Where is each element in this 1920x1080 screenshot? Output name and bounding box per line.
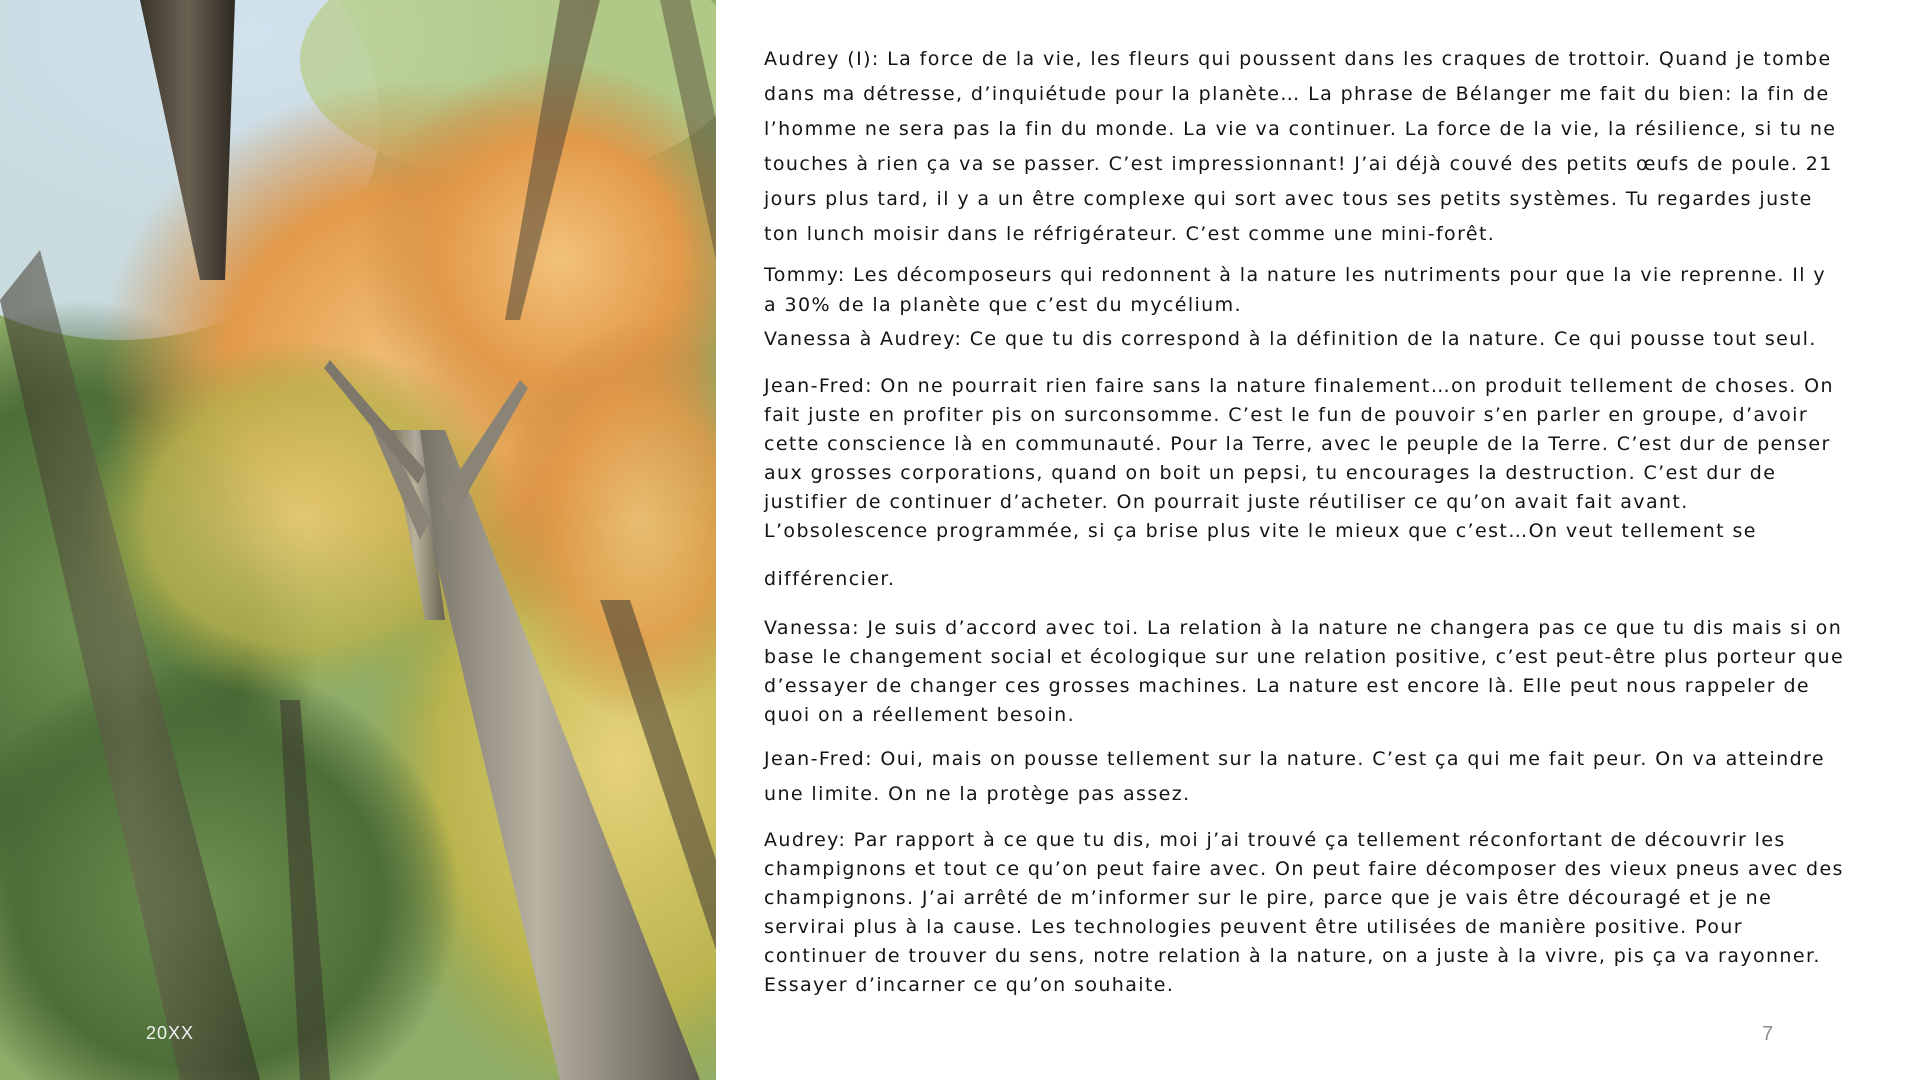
- text-line: L’obsolescence programmée, si ça brise plus vite le mieux que c’est…On veut tellement se: [764, 520, 1757, 542]
- text-line: d’essayer de changer ces grosses machines. La nature est encore là. Elle peut nous rappeler de: [764, 675, 1811, 697]
- text-line: champignons et tout ce qu’on peut faire avec. On peut faire décomposer des vieux pneus avec des: [764, 858, 1844, 880]
- paragraph-audrey-2: [764, 826, 1884, 1000]
- text-line: continuer de trouver du sens, notre relation à la nature, on a juste à la vivre, pis ça va rayonner.: [764, 945, 1821, 967]
- text-line: aux grosses corporations, quand on boit un pepsi, tu encourages la destruction. C’est dur de: [764, 462, 1777, 484]
- paragraph-vanessa-2: [764, 614, 1884, 730]
- text-line: base le changement social et écologique sur une relation positive, c’est peut-être plus porteur que: [764, 646, 1845, 668]
- text-line: cette conscience là en communauté. Pour la Terre, avec le peuple de la Terre. C’est dur de penser: [764, 433, 1831, 455]
- text-line: dans ma détresse, d’inquiétude pour la planète… La phrase de Bélanger me fait du bien: la fin de: [764, 83, 1830, 105]
- paragraph-jean-fred-1-end: [764, 564, 1884, 594]
- text-line: servirai plus à la cause. Les technologies peuvent être utilisées de manière positive. Pour: [764, 916, 1743, 938]
- text-line: fait juste en profiter pis on surconsomme. C’est le fun de pouvoir s’en parler en groupe, d’avoir: [764, 404, 1809, 426]
- text-line: jours plus tard, il y a un être complexe qui sort avec tous ses petits systèmes. Tu regardes juste: [764, 188, 1813, 210]
- paragraph-vanessa-1: [764, 324, 1884, 354]
- text-line: champignons. J’ai arrêté de m’informer sur le pire, parce que je vais être découragé et je ne: [764, 887, 1773, 909]
- text-line: différencier.: [764, 568, 896, 590]
- text-line: touches à rien ça va se passer. C’est impressionnant! J’ai déjà couvé des petits œufs de poule. 21: [764, 153, 1833, 175]
- text-line: Tommy: Les décomposeurs qui redonnent à la nature les nutriments pour que la vie reprenne. Il y: [764, 264, 1827, 286]
- forest-canopy-photo: [0, 0, 716, 1080]
- paragraph-audrey-1: [764, 42, 1884, 252]
- text-line: quoi on a réellement besoin.: [764, 704, 1076, 726]
- transcript-text: [764, 42, 1884, 1000]
- text-line: Vanessa à Audrey: Ce que tu dis correspond à la définition de la nature. Ce qui pousse tout seul.: [764, 328, 1817, 350]
- text-line: Audrey: Par rapport à ce que tu dis, moi j’ai trouvé ça tellement réconfortant de découvrir les: [764, 829, 1786, 851]
- text-line: ton lunch moisir dans le réfrigérateur. C’est comme une mini-forêt.: [764, 223, 1496, 245]
- forest-canopy-image: [0, 0, 716, 1080]
- footer-year: 20XX: [146, 1023, 195, 1043]
- text-line: Vanessa: Je suis d’accord avec toi. La relation à la nature ne changera pas ce que tu dis mais si on: [764, 617, 1843, 639]
- text-line: une limite. On ne la protège pas assez.: [764, 783, 1191, 805]
- text-line: justifier de continuer d’acheter. On pourrait juste réutiliser ce qu’on avait fait avant.: [764, 491, 1689, 513]
- text-line: Jean-Fred: Oui, mais on pousse tellement sur la nature. C’est ça qui me fait peur. On va atteindre: [764, 748, 1825, 770]
- text-line: l’homme ne sera pas la fin du monde. La vie va continuer. La force de la vie, la résilience, si tu ne: [764, 118, 1837, 140]
- text-line: Essayer d’incarner ce qu’on souhaite.: [764, 974, 1175, 996]
- text-line: Audrey (I): La force de la vie, les fleurs qui poussent dans les craques de trottoir. Quand je tombe: [764, 48, 1832, 70]
- paragraph-jean-fred-2: [764, 742, 1884, 812]
- text-line: Jean-Fred: On ne pourrait rien faire sans la nature finalement…on produit tellement de choses. On: [764, 375, 1834, 397]
- text-line: a 30% de la planète que c’est du mycélium.: [764, 294, 1242, 316]
- paragraph-tommy: [764, 260, 1884, 320]
- paragraph-jean-fred-1: [764, 372, 1884, 546]
- page-number: 7: [1762, 1023, 1774, 1045]
